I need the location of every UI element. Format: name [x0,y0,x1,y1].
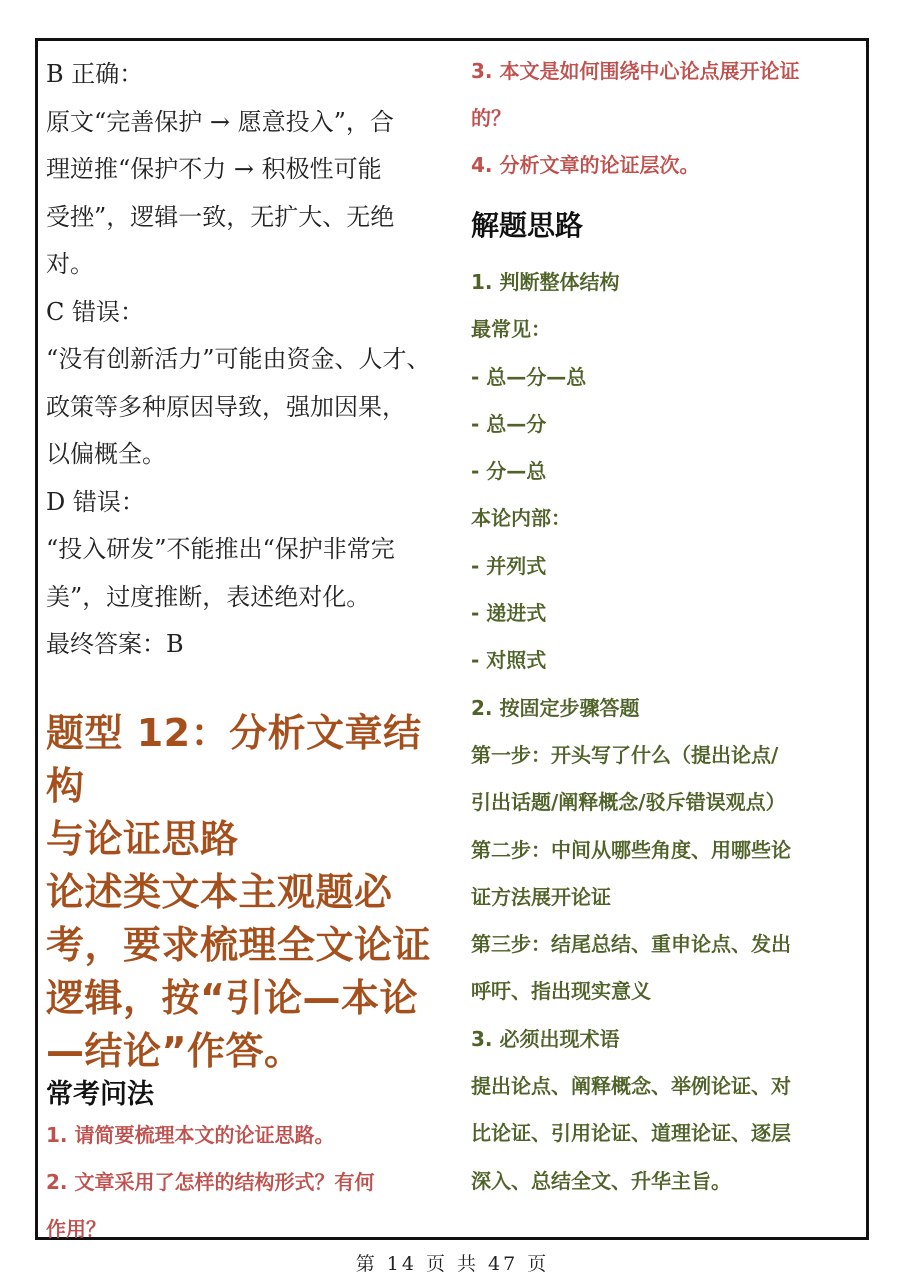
question-item: 作用？ [46,1216,106,1241]
step-text: 引出话题/阐释概念/驳斥错误观点） [471,790,786,815]
step-text: 第一步：开头写了什么（提出论点/ [471,742,779,767]
step-text: 呼吁、指出现实意义 [471,979,651,1004]
option-b-text-1: 原文“完善保护 → 愿意投入”，合 [46,107,394,136]
type-title-line: 考，要求梳理全文论证 [46,922,432,967]
question-item: 2. 文章采用了怎样的结构形式？有何 [46,1169,375,1194]
type-title-line: 题型 12：分析文章结构 [46,710,422,808]
question-type-heading [46,707,458,1078]
option-c-text-1: “没有创新活力”可能由资金、人才、 [46,345,431,373]
question-item: 3. 本文是如何围绕中心论点展开论证 [471,59,800,83]
step-text: 第二步：中间从哪些角度、用哪些论 [471,837,791,862]
solution-approach-heading: 解题思路 [471,209,584,242]
list-item: - 总—分—总 [471,364,587,389]
common-questions-heading: 常考问法 [46,1078,154,1110]
step-heading: 3. 必须出现术语 [471,1026,620,1051]
type-title-line: 逻辑，按“引论—本论 [46,975,418,1020]
type-title-line: 与论证思路 [46,816,239,861]
step-heading: 2. 按固定步骤答题 [471,695,640,720]
question-item: 的？ [471,106,511,130]
option-d-label: D 错误： [46,487,145,516]
page-number-footer: 第 14 页 共 47 页 [355,1253,550,1275]
option-b-text-3: 受挫”，逻辑一致，无扩大、无绝 [46,202,395,231]
list-item: - 并列式 [471,553,547,578]
right-column [471,41,866,1205]
list-item: - 分—总 [471,459,547,484]
option-b-text-2: 理逆推“保护不力 → 积极性可能 [46,155,382,183]
final-answer: 最终答案：B [46,630,184,658]
list-label: 最常见： [471,317,551,342]
option-b-label: B 正确： [46,60,144,88]
type-title-line: 论述类文本主观题必 [46,869,393,914]
type-title-line: —结论”作答。 [46,1028,303,1073]
option-d-text-2: 美”，过度推断，表述绝对化。 [46,582,371,611]
question-item: 4. 分析文章的论证层次。 [471,153,700,177]
list-item: - 对照式 [471,648,547,673]
step-text: 提出论点、阐释概念、举例论证、对 [471,1074,791,1099]
option-c-label: C 错误： [46,297,144,326]
list-item: - 总—分 [471,411,547,436]
option-c-text-3: 以偏概全。 [46,440,166,468]
step-text: 深入、总结全文、升华主旨。 [471,1168,731,1193]
option-c-text-2: 政策等多种原因导致，强加因果， [46,392,406,421]
list-item: - 递进式 [471,601,547,626]
page-frame [35,38,869,1240]
step-text: 第三步：结尾总结、重申论点、发出 [471,932,791,957]
option-b-text-4: 对。 [46,250,94,278]
step-text: 证方法展开论证 [471,884,611,909]
list-label: 本论内部： [471,506,571,531]
question-item: 1. 请简要梳理本文的论证思路。 [46,1122,335,1147]
option-d-text-1: “投入研发”不能推出“保护非常完 [46,535,395,563]
step-heading: 1. 判断整体结构 [471,270,620,294]
step-text: 比论证、引用论证、道理论证、逐层 [471,1121,791,1146]
left-column [46,41,458,1253]
